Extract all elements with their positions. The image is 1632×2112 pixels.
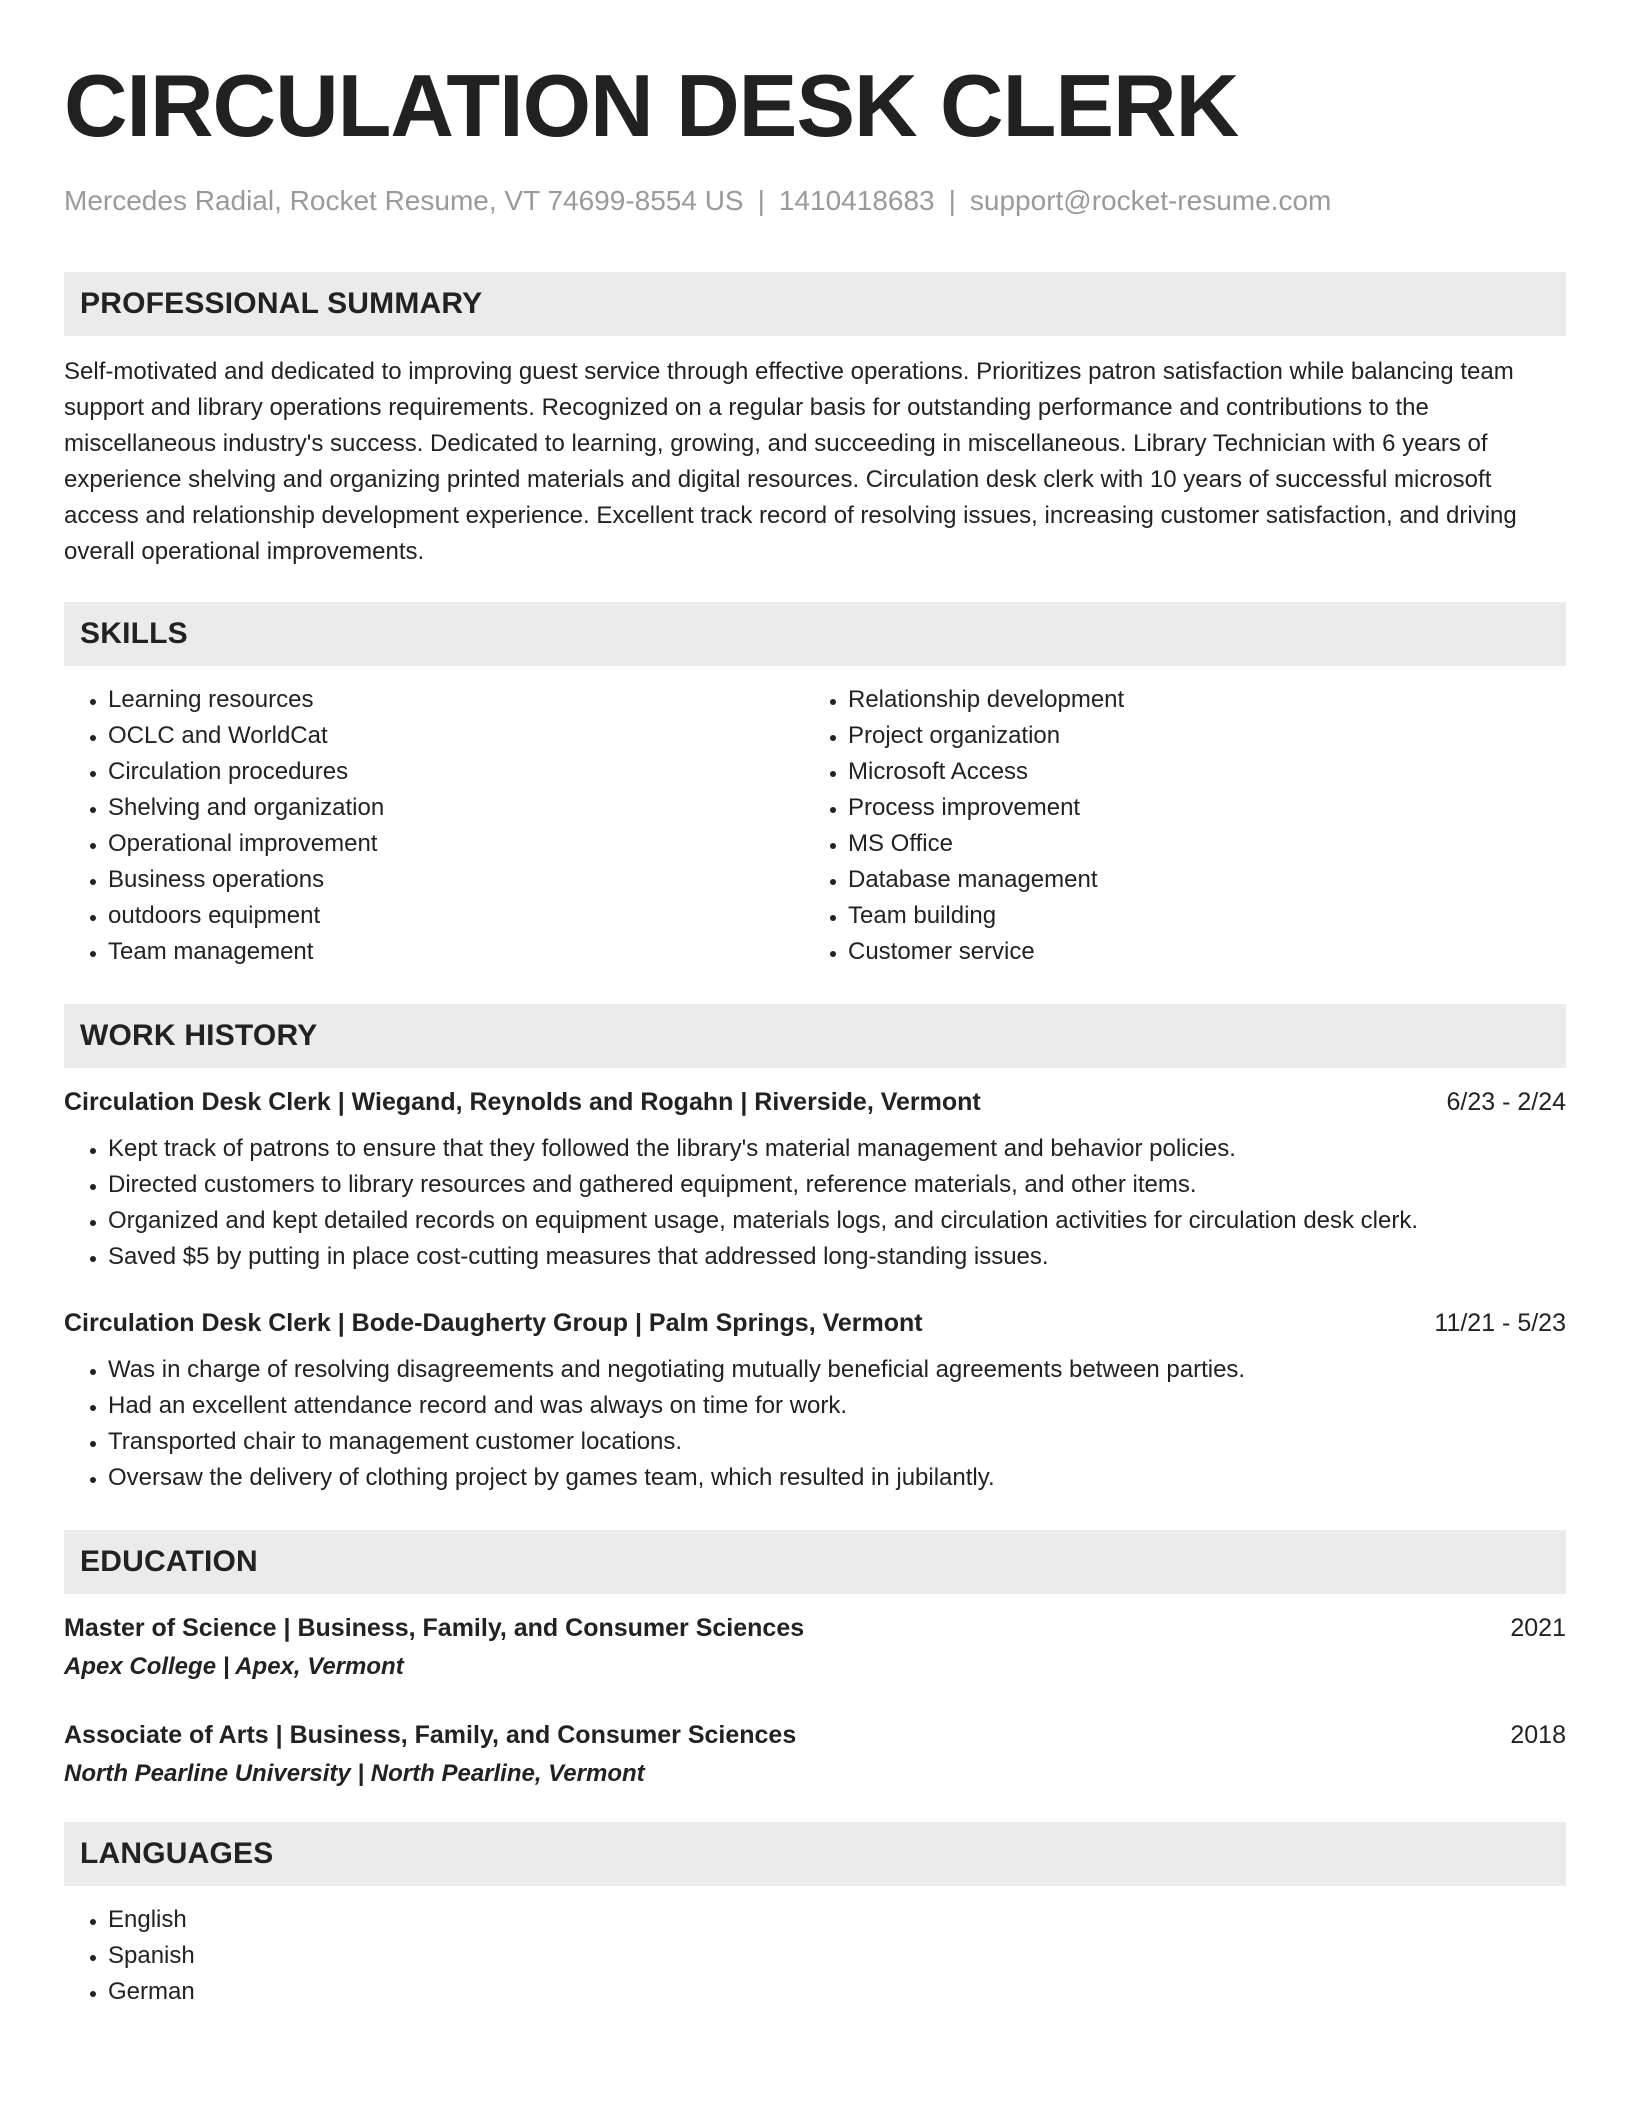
job-date: 6/23 - 2/24 bbox=[1446, 1088, 1566, 1116]
contact-phone: 1410418683 bbox=[778, 185, 935, 216]
resume-page bbox=[64, 0, 1566, 2010]
job-bullet: • Saved $5 by putting in place cost-cutting measures that addressed long-standing issues. bbox=[108, 1239, 1566, 1275]
education-heading bbox=[64, 1721, 1566, 1750]
section-header-work-history: WORK HISTORY bbox=[64, 1004, 1566, 1068]
skill-item: • Database management bbox=[848, 862, 1124, 898]
contact-separator: | bbox=[757, 185, 765, 216]
contact-email[interactable]: support@rocket-resume.com bbox=[969, 185, 1332, 216]
section-header-summary: PROFESSIONAL SUMMARY bbox=[64, 272, 1566, 336]
skills-column-right bbox=[804, 682, 1124, 970]
language-item: • German bbox=[108, 1974, 1566, 2010]
skill-item: • Team building bbox=[848, 898, 1124, 934]
skill-item: • Process improvement bbox=[848, 790, 1124, 826]
education-degree: Master of Science | Business, Family, and Consumer Sciences bbox=[64, 1614, 805, 1642]
job-bullet: • Was in charge of resolving disagreements and negotiating mutually beneficial agreements between parties. bbox=[108, 1352, 1566, 1388]
job-bullet: • Directed customers to library resources and gathered equipment, reference materials, and other items. bbox=[108, 1167, 1566, 1203]
education-heading bbox=[64, 1614, 1566, 1643]
section-header-languages: LANGUAGES bbox=[64, 1822, 1566, 1886]
skill-item: • Learning resources bbox=[108, 682, 804, 718]
skill-item: • Shelving and organization bbox=[108, 790, 804, 826]
job-heading bbox=[64, 1309, 1566, 1338]
skill-item: • Operational improvement bbox=[108, 826, 804, 862]
skills-column-left bbox=[64, 682, 804, 970]
skill-item: • Project organization bbox=[848, 718, 1124, 754]
education-year: 2021 bbox=[1510, 1614, 1566, 1642]
contact-separator: | bbox=[948, 185, 956, 216]
job-bullet: • Oversaw the delivery of clothing project by games team, which resulted in jubilantly. bbox=[108, 1460, 1566, 1496]
summary-text: Self-motivated and dedicated to improving guest service through effective operations. Prioritizes patron satisfaction while balancing team support and library operations requirements. Recognized on a regular basis for outstanding performance and contributions to the miscellaneous industry's success. Dedicated to learning, growing, and succeeding in miscellaneous. Library Technician with 6 years of experience shelving and organizing printed materials and digital resources. Circulation desk clerk with 10 years of successful microsoft access and relationship development experience. Excellent track record of resolving issues, increasing customer satisfaction, and driving overall operational improvements. bbox=[64, 358, 1517, 565]
skills-list bbox=[64, 682, 1566, 970]
skill-item: • MS Office bbox=[848, 826, 1124, 862]
job-bullets bbox=[64, 1352, 1566, 1496]
skill-item: • Business operations bbox=[108, 862, 804, 898]
skill-item: • Customer service bbox=[848, 934, 1124, 970]
job-date: 11/21 - 5/23 bbox=[1434, 1309, 1566, 1337]
job-bullet: • Organized and kept detailed records on equipment usage, materials logs, and circulation activities for circulation desk clerk. bbox=[108, 1203, 1566, 1239]
job-bullet: • Transported chair to management customer locations. bbox=[108, 1424, 1566, 1460]
section-header-skills: SKILLS bbox=[64, 602, 1566, 666]
job-bullets bbox=[64, 1131, 1566, 1275]
skill-item: • Circulation procedures bbox=[108, 754, 804, 790]
education-degree: Associate of Arts | Business, Family, and Consumer Sciences bbox=[64, 1721, 797, 1749]
education-school: Apex College | Apex, Vermont bbox=[64, 1653, 404, 1680]
language-item: • English bbox=[108, 1902, 1566, 1938]
languages-list bbox=[64, 1902, 1566, 2010]
language-item: • Spanish bbox=[108, 1938, 1566, 1974]
skill-item: • OCLC and WorldCat bbox=[108, 718, 804, 754]
skill-item: • Team management bbox=[108, 934, 804, 970]
contact-line bbox=[64, 184, 1566, 218]
job-title: Circulation Desk Clerk | Wiegand, Reynolds and Rogahn | Riverside, Vermont bbox=[64, 1088, 981, 1116]
skill-item: • outdoors equipment bbox=[108, 898, 804, 934]
job-bullet: • Had an excellent attendance record and was always on time for work. bbox=[108, 1388, 1566, 1424]
skill-item: • Relationship development bbox=[848, 682, 1124, 718]
education-school: North Pearline University | North Pearline, Vermont bbox=[64, 1760, 645, 1787]
section-header-education: EDUCATION bbox=[64, 1530, 1566, 1594]
job-heading bbox=[64, 1088, 1566, 1117]
education-year: 2018 bbox=[1510, 1721, 1566, 1749]
candidate-name: CIRCULATION DESK CLERK bbox=[64, 56, 1239, 155]
contact-address: Mercedes Radial, Rocket Resume, VT 74699-8554 US bbox=[64, 185, 744, 216]
job-bullet: • Kept track of patrons to ensure that they followed the library's material management and behavior policies. bbox=[108, 1131, 1566, 1167]
skill-item: • Microsoft Access bbox=[848, 754, 1124, 790]
job-title: Circulation Desk Clerk | Bode-Daugherty Group | Palm Springs, Vermont bbox=[64, 1309, 923, 1337]
